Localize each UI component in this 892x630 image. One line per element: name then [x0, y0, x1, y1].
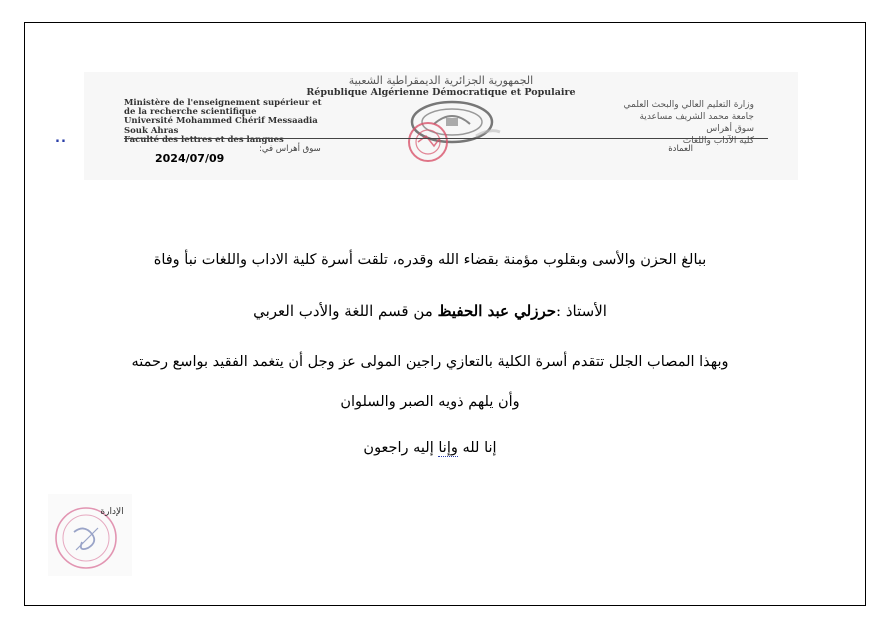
arabic-republic-title: الجمهورية الجزائرية الديمقراطية الشعبية	[348, 74, 534, 87]
arabic-university-line: جامعة محمد الشريف مساعدية	[639, 112, 754, 122]
arabic-ministry-line: وزارة التعليم العالي والبحث العلمي	[623, 100, 754, 110]
condolence-line-3: وبهذا المصاب الجلل تتقدم أسرة الكلية بالتعازي راجين المولى عز وجل أن يتغمد الفقيد بواسع رحمته	[131, 354, 729, 370]
administration-stamp	[48, 494, 132, 576]
document-date: 2024/07/09	[155, 152, 225, 165]
deceased-name: حرزلي عبد الحفيظ	[437, 302, 557, 320]
closing-verse-part-1: إنا لله	[457, 440, 497, 456]
place-and-date-label: سوق أهراس في:	[259, 144, 321, 154]
closing-verse-part-2: وإنا	[438, 440, 458, 456]
corner-marks: ..	[55, 131, 67, 146]
ministry-line-2: de la recherche scientifique	[124, 107, 257, 118]
letterhead-arabic-block	[514, 99, 754, 147]
administration-stamp-label: الإدارة	[100, 507, 124, 517]
faculty-line: Faculté des lettres et des langues	[124, 134, 284, 145]
university-line: Université Mohammed Chérif Messaadia	[124, 116, 318, 127]
arabic-faculty-line: كلية الآداب واللغات	[682, 136, 754, 146]
condolence-line-1: ببالغ الحزن والأسى وبقلوب مؤمنة بقضاء الله وقدره، تلقت أسرة كلية الاداب واللغات نبأ وفاة	[153, 252, 707, 268]
french-republic-title: République Algérienne Démocratique et Populaire	[306, 87, 576, 98]
professor-title: الأستاذ :	[556, 302, 607, 320]
department-text: من قسم اللغة والأدب العربي	[253, 302, 438, 320]
closing-verse-part-3: إليه راجعون	[363, 440, 439, 456]
university-seal-logo	[402, 96, 510, 164]
condolence-line-4: وأن يلهم ذويه الصبر والسلوان	[340, 394, 520, 410]
ministry-line-1: Ministère de l'enseignement supérieur et	[124, 98, 322, 108]
condolence-line-2	[60, 302, 800, 320]
letterhead-divider	[124, 138, 768, 139]
deanship-label: العمادة	[668, 144, 693, 154]
arabic-city-line: سوق أهراس	[706, 124, 754, 134]
closing-verse	[60, 440, 800, 456]
city-line: Souk Ahras	[124, 125, 179, 136]
